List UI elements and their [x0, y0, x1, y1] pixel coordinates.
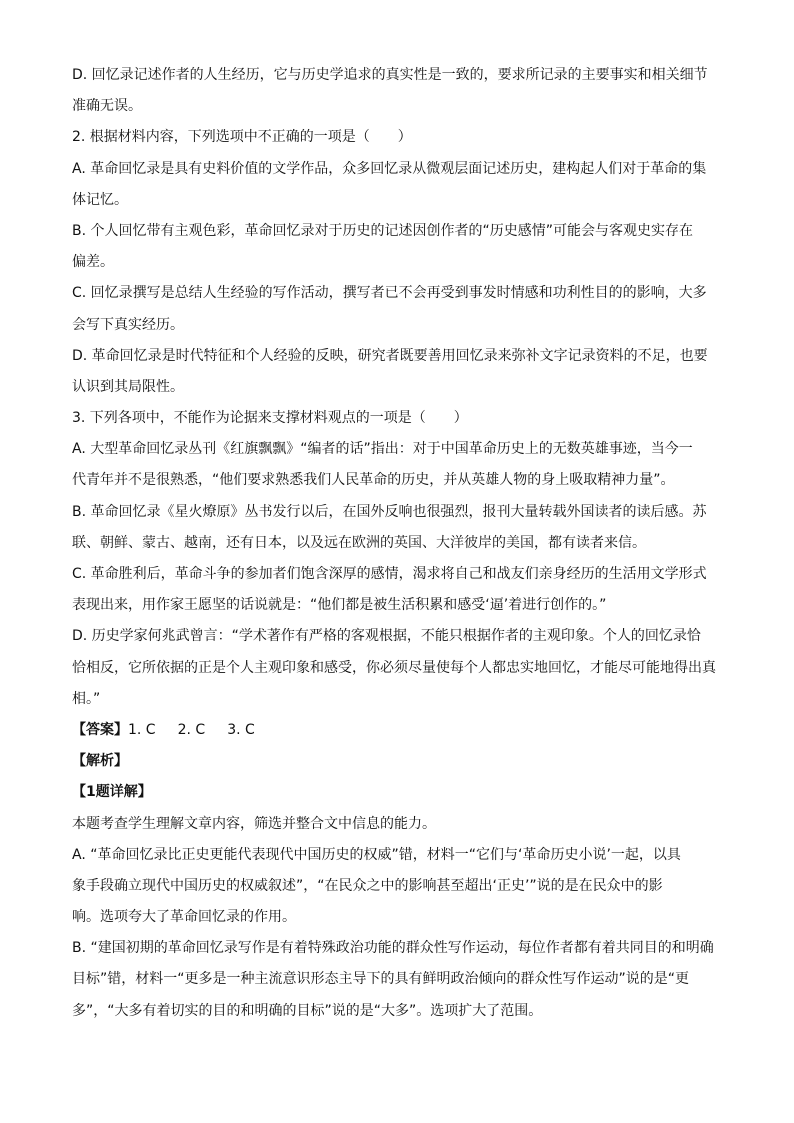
q3-option-d-line-3: 相。” [72, 690, 101, 707]
analysis-b-line-3: 多”，“大多有着切实的目的和明确的目标”说的是“大多”。选项扩大了范围。 [72, 1002, 543, 1019]
analysis-b-line-1: B. “建国初期的革命回忆录写作是有着特殊政治功能的群众性写作运动，每位作者都有着共同目的和明确 [72, 940, 714, 957]
answer-tag: 【答案】 [72, 721, 128, 738]
q3-option-c-line-1: C. 革命胜利后，革命斗争的参加者们饱含深厚的感情，渴求将自己和战友们亲身经历的生活用文学形式 [72, 566, 707, 582]
analysis-a-line-1: A. “革命回忆录比正史更能代表现代中国历史的权威”错，材料一“它们与‘革命历史小说’一起，以具 [72, 846, 681, 863]
q2-option-d-line-2: 认识到其局限性。 [72, 378, 184, 395]
q3-option-a-line-2: 代青年并不是很熟悉，“他们要求熟悉我们人民革命的历史，并从英雄人物的身上吸取精神力量”。 [72, 472, 675, 489]
analysis-a-line-3: 响。选项夸大了革命回忆录的作用。 [72, 909, 296, 926]
q1-option-d-line-2: 准确无误。 [72, 98, 142, 115]
q3-option-b-line-2: 联、朝鲜、蒙古、越南，还有日本，以及远在欧洲的英国、大洋彼岸的美国，都有读者来信。 [72, 534, 646, 551]
q2-option-b-line-1: B. 个人回忆带有主观色彩，革命回忆录对于历史的记述因创作者的“历史感情”可能会与客观史实存在 [72, 222, 694, 239]
q1-option-d-line-1: D. 回忆录记述作者的人生经历，它与历史学追求的真实性是一致的，要求所记录的主要事实和相关细节 [72, 67, 708, 83]
answer-2: 2. C [177, 721, 206, 738]
q3-option-b-line-1: B. 革命回忆录《星火燎原》丛书发行以后，在国外反响也很强烈，报刊大量转载外国读者的读后感。苏 [72, 503, 707, 520]
answer-1: 1. C [128, 721, 156, 738]
q3-option-d-line-1: D. 历史学家何兆武曾言：“学术著作有严格的客观根据，不能只根据作者的主观印象。个人的回忆录恰 [72, 628, 701, 645]
q2-stem: 2. 根据材料内容，下列选项中不正确的一项是（ ） [72, 129, 412, 146]
q3-option-d-line-2: 恰相反，它所依据的正是个人主观印象和感受，你必须尽量使每个人都忠实地回忆，才能尽可能地得出真 [72, 659, 716, 676]
answer-line [72, 715, 722, 746]
q2-option-d-line-1: D. 革命回忆录是时代特征和个人经验的反映，研究者既要善用回忆录来弥补文字记录资料的不足，也要 [72, 347, 708, 364]
analysis-tag: 【解析】 [72, 753, 128, 770]
q3-stem: 3. 下列各项中，不能作为论据来支撑材料观点的一项是（ ） [72, 410, 468, 427]
answer-3: 3. C [227, 721, 255, 738]
analysis-intro: 本题考查学生理解文章内容，筛选并整合文中信息的能力。 [72, 815, 436, 832]
q1-detail-tag: 【1题详解】 [72, 784, 152, 801]
q2-option-b-line-2: 偏差。 [72, 254, 114, 271]
q3-option-a-line-1: A. 大型革命回忆录丛刊《红旗飘飘》“编者的话”指出：对于中国革命历史上的无数英雄事迹，当今一 [72, 441, 693, 458]
q2-option-c-line-2: 会写下真实经历。 [72, 316, 184, 333]
document-page [72, 60, 722, 1027]
q3-option-c-line-2: 表现出来，用作家王愿坚的话说就是：“他们都是被生活积累和感受‘逼’着进行创作的。” [72, 597, 607, 614]
analysis-b-line-2: 目标”错，材料一“更多是一种主流意识形态主导下的具有鲜明政治倾向的群众性写作运动”说的是“更 [72, 971, 690, 988]
q2-option-a-line-1: A. 革命回忆录是具有史料价值的文学作品，众多回忆录从微观层面记述历史，建构起人们对于革命的集 [72, 160, 707, 177]
analysis-a-line-2: 象手段确立现代中国历史的权威叙述”，“在民众之中的影响甚至超出‘正史’”说的是在民众中的影 [72, 877, 663, 894]
q2-option-c-line-1: C. 回忆录撰写是总结人生经验的写作活动，撰写者已不会再受到事发时情感和功利性目的的影响，大多 [72, 285, 707, 302]
q2-option-a-line-2: 体记忆。 [72, 191, 128, 208]
